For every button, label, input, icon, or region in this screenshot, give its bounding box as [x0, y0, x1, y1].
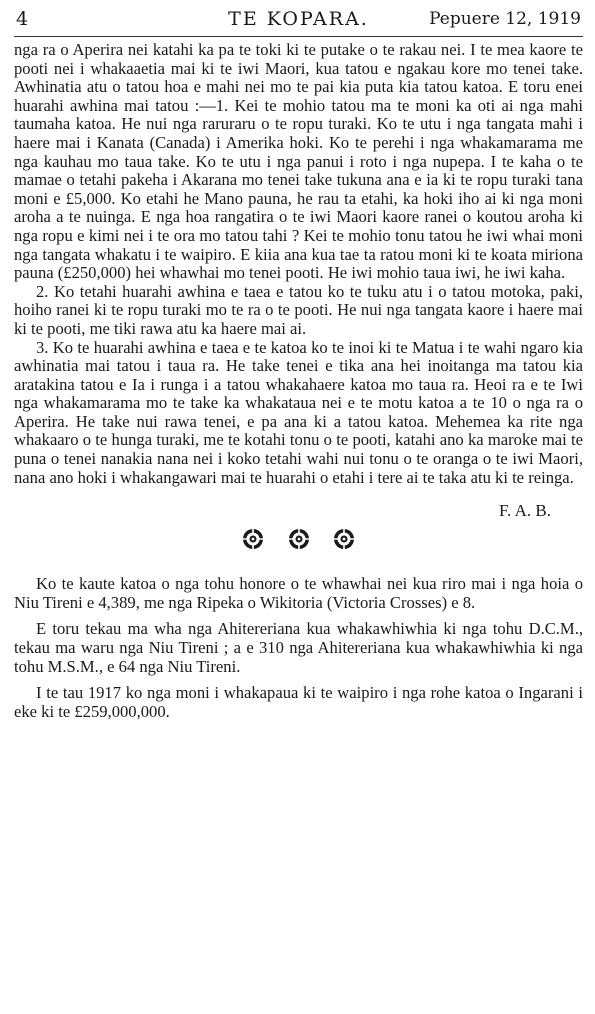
- page-number: 4: [16, 8, 29, 30]
- article-signature: F. A. B.: [498, 501, 551, 521]
- note-paragraph-3: I te tau 1917 ko nga moni i whakapaua ki te waipiro i nga rohe katoa o Ingarani i eke ki te £259,000,000.: [14, 683, 583, 721]
- flower-ornament-icon: [332, 527, 356, 551]
- page-header: [14, 6, 583, 37]
- article-body: [14, 41, 583, 487]
- issue-date: Pepuere 12, 1919: [429, 9, 581, 29]
- article-paragraph-3: 3. Ko te huarahi awhina e taea e te katoa ko te inoi ki te Matua i te wahi ngaro kia awhinatia mai tatou i taua ra. He take tenei e tika ana hei inoitanga ma tatou kia aratakina tatou e Ia i runga i a tatou whakahaere katoa mo taua ra. Heoi ra e te Iwi nga whakamarama mo te take ka whakataua nei e te motu katoa a te 10 o nga ra o Aperira. He take nui rawa tenei, e pa ana ki a tatou katoa. Mehemea ka rite nga whakaaro o te hunga turaki, me te kotahi tonu o te pooti, katahi ano ka maroke mai te puna o tenei nanakia nana nei i koko tetahi wahi nui tonu o te oranga o te iwi Maori, nana ano hoki i whakangawari mai te huarahi o etahi i tere ai te taka atu ki te reinga.: [14, 337, 583, 487]
- notes-section: [14, 575, 583, 721]
- section-divider: [14, 527, 583, 551]
- article-paragraph-1: nga ra o Aperira nei katahi ka pa te toki ki te putake o te rakau nei. I te mea kaore te pooti nei i whakaaetia mai ki te iwi Maori, kua tatou e ngakau kore mo tenei take. Awhinatia atu o tatou hoa e mahi nei mo te pai kia puta kia tatou katoa. E toru enei huarahi awhina mai tatou :—1. Kei te mohio tatou ma te moni ka oti ai nga mahi taumaha katoa. He nui nga raruraru o te ropu turaki. Ko te utu i nga tangata mahi i haere mai i Kanata (Canada) i Amerika hoki. Ko te perehi i nga whakamarama me nga kauhau mo taua take. Ko te utu i nga panui i roto i nga nupepa. I te kaha o te mamae o tetahi pakeha i Akarana mo tenei take tukuna ana e ia ki te ropu turaki tana moni e £5,000. Ko etahi he Mano pauna, he rau ta etahi, ka hoki iho ai ki nga moni aroha a te nuinga. E nga hoa rangatira o te iwi Maori kaore ranei o koutou aroha ki nga ropu e kimi nei i te ora mo tatou tahi ? Kei te mohio tonu tatou he iwi whai moni nga tangata whakatu i te waipiro. E kiia ana kua tae ta ratou moni ki te koata miriona pauna (£250,000) hei whawhai mo tenei pooti. He iwi mohio taua iwi, he iwi kaha.: [14, 40, 583, 283]
- flower-ornament-icon: [287, 527, 311, 551]
- flower-ornament-icon: [241, 527, 265, 551]
- note-paragraph-1: Ko te kaute katoa o nga tohu honore o te whawhai nei kua riro mai i nga hoia o Niu Tireni e 4,389, me nga Ripeka o Wikitoria (Victoria Crosses) e 8.: [14, 574, 583, 612]
- article-paragraph-2: 2. Ko tetahi huarahi awhina e taea e tatou ko te tuku atu i o tatou motoka, paki, hoiho ranei ki te ropu turaki mo te ra o te pooti. He nui nga tangata kaore i haere mai ki te pooti, me tiki rawa atu ka haere mai ai.: [14, 281, 583, 338]
- note-paragraph-2: E toru tekau ma wha nga Ahitereriana kua whakawhiwhia ki nga tohu D.C.M., tekau ma waru nga Niu Tireni ; a e 310 nga Ahitereriana kua whakawhiwhia ki nga tohu M.S.M., e 64 nga Niu Tireni.: [14, 619, 583, 676]
- publication-title: TE KOPARA.: [228, 8, 369, 30]
